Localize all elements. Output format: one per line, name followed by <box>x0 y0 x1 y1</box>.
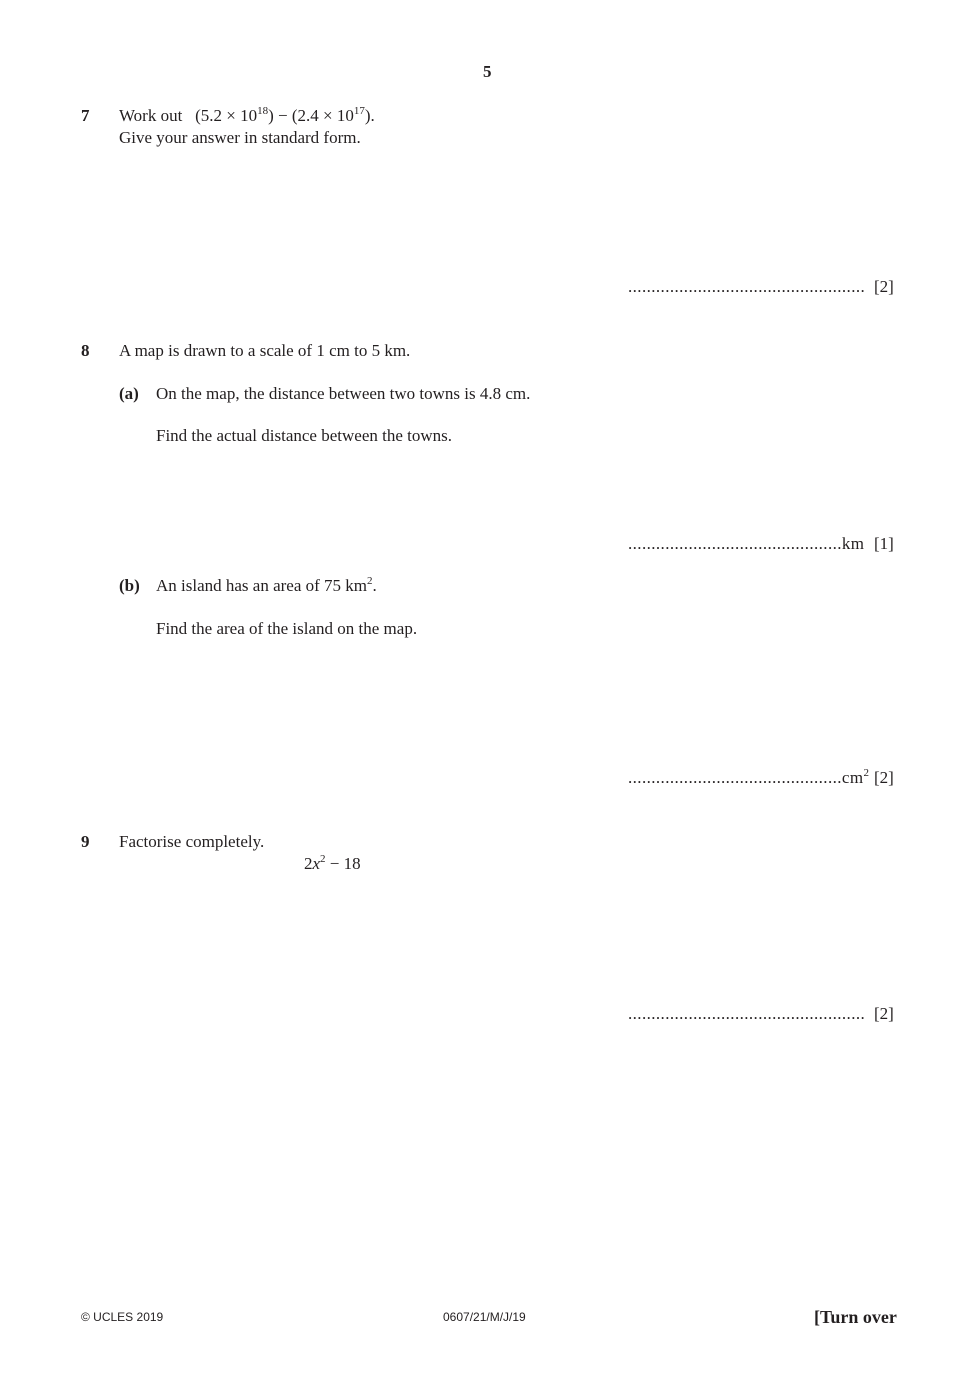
question-8a-text: On the map, the distance between two towns is 4.8 cm. <box>156 384 531 403</box>
question-9-number: 9 <box>81 832 90 851</box>
question-8b-answer-dots[interactable]: .............................................. <box>628 768 842 787</box>
question-8-stem: A map is drawn to a scale of 1 cm to 5 km. <box>119 341 411 360</box>
question-8b-unit: cm <box>841 768 864 787</box>
question-8b-text-lead: An island has an area of 75 km <box>156 576 368 595</box>
question-7-instruction: Give your answer in standard form. <box>119 128 361 147</box>
question-8b-answer-line[interactable] <box>628 768 869 788</box>
question-8b-instruction: Find the area of the island on the map. <box>156 619 418 638</box>
question-9-stem: Factorise completely. <box>119 832 265 851</box>
question-9-expr-rest: − 18 <box>325 854 361 873</box>
question-8-number: 8 <box>81 341 90 360</box>
question-9-expr-exponent: 2 <box>320 853 326 865</box>
question-7-answer-line[interactable]: ................................................... <box>628 277 866 296</box>
question-8b-text-exponent: 2 <box>367 575 373 587</box>
question-8b-text <box>156 576 377 596</box>
footer-turn-over: [Turn over <box>814 1307 897 1327</box>
question-7-lead: Work out <box>119 106 183 125</box>
question-7-marks: [2] <box>874 277 894 296</box>
question-7-expr-part3: ). <box>364 106 375 125</box>
question-8a-label: (a) <box>119 384 139 403</box>
question-8b-unit-exponent: 2 <box>863 767 870 779</box>
question-9-expression <box>304 854 361 874</box>
question-8a-marks: [1] <box>874 534 894 553</box>
question-7-expr-part2: ) − (2.4 × 10 <box>268 106 354 125</box>
question-7-exponent-2: 17 <box>353 105 365 117</box>
footer-copyright: © UCLES 2019 <box>81 1310 164 1324</box>
question-9-answer-line[interactable]: ................................................... <box>628 1004 866 1023</box>
question-8b-marks: [2] <box>874 768 894 787</box>
question-8a-answer-line[interactable] <box>628 534 864 554</box>
question-8a-answer-dots[interactable]: .............................................. <box>628 534 842 553</box>
question-7-expr-part1: (5.2 × 10 <box>195 106 258 125</box>
question-7-exponent-1: 18 <box>257 105 269 117</box>
question-9-expr-var: x <box>312 854 321 873</box>
page-number: 5 <box>483 62 492 81</box>
question-8a-instruction: Find the actual distance between the towns. <box>156 426 452 445</box>
question-9-marks: [2] <box>874 1004 894 1023</box>
question-7-number: 7 <box>81 106 90 125</box>
question-8b-text-end: . <box>372 576 377 595</box>
question-8a-unit: km <box>841 534 865 553</box>
question-9-expr-coef: 2 <box>304 854 313 873</box>
question-8b-label: (b) <box>119 576 140 595</box>
question-7-expression-line <box>119 106 375 126</box>
footer-paper-code: 0607/21/M/J/19 <box>443 1310 526 1324</box>
